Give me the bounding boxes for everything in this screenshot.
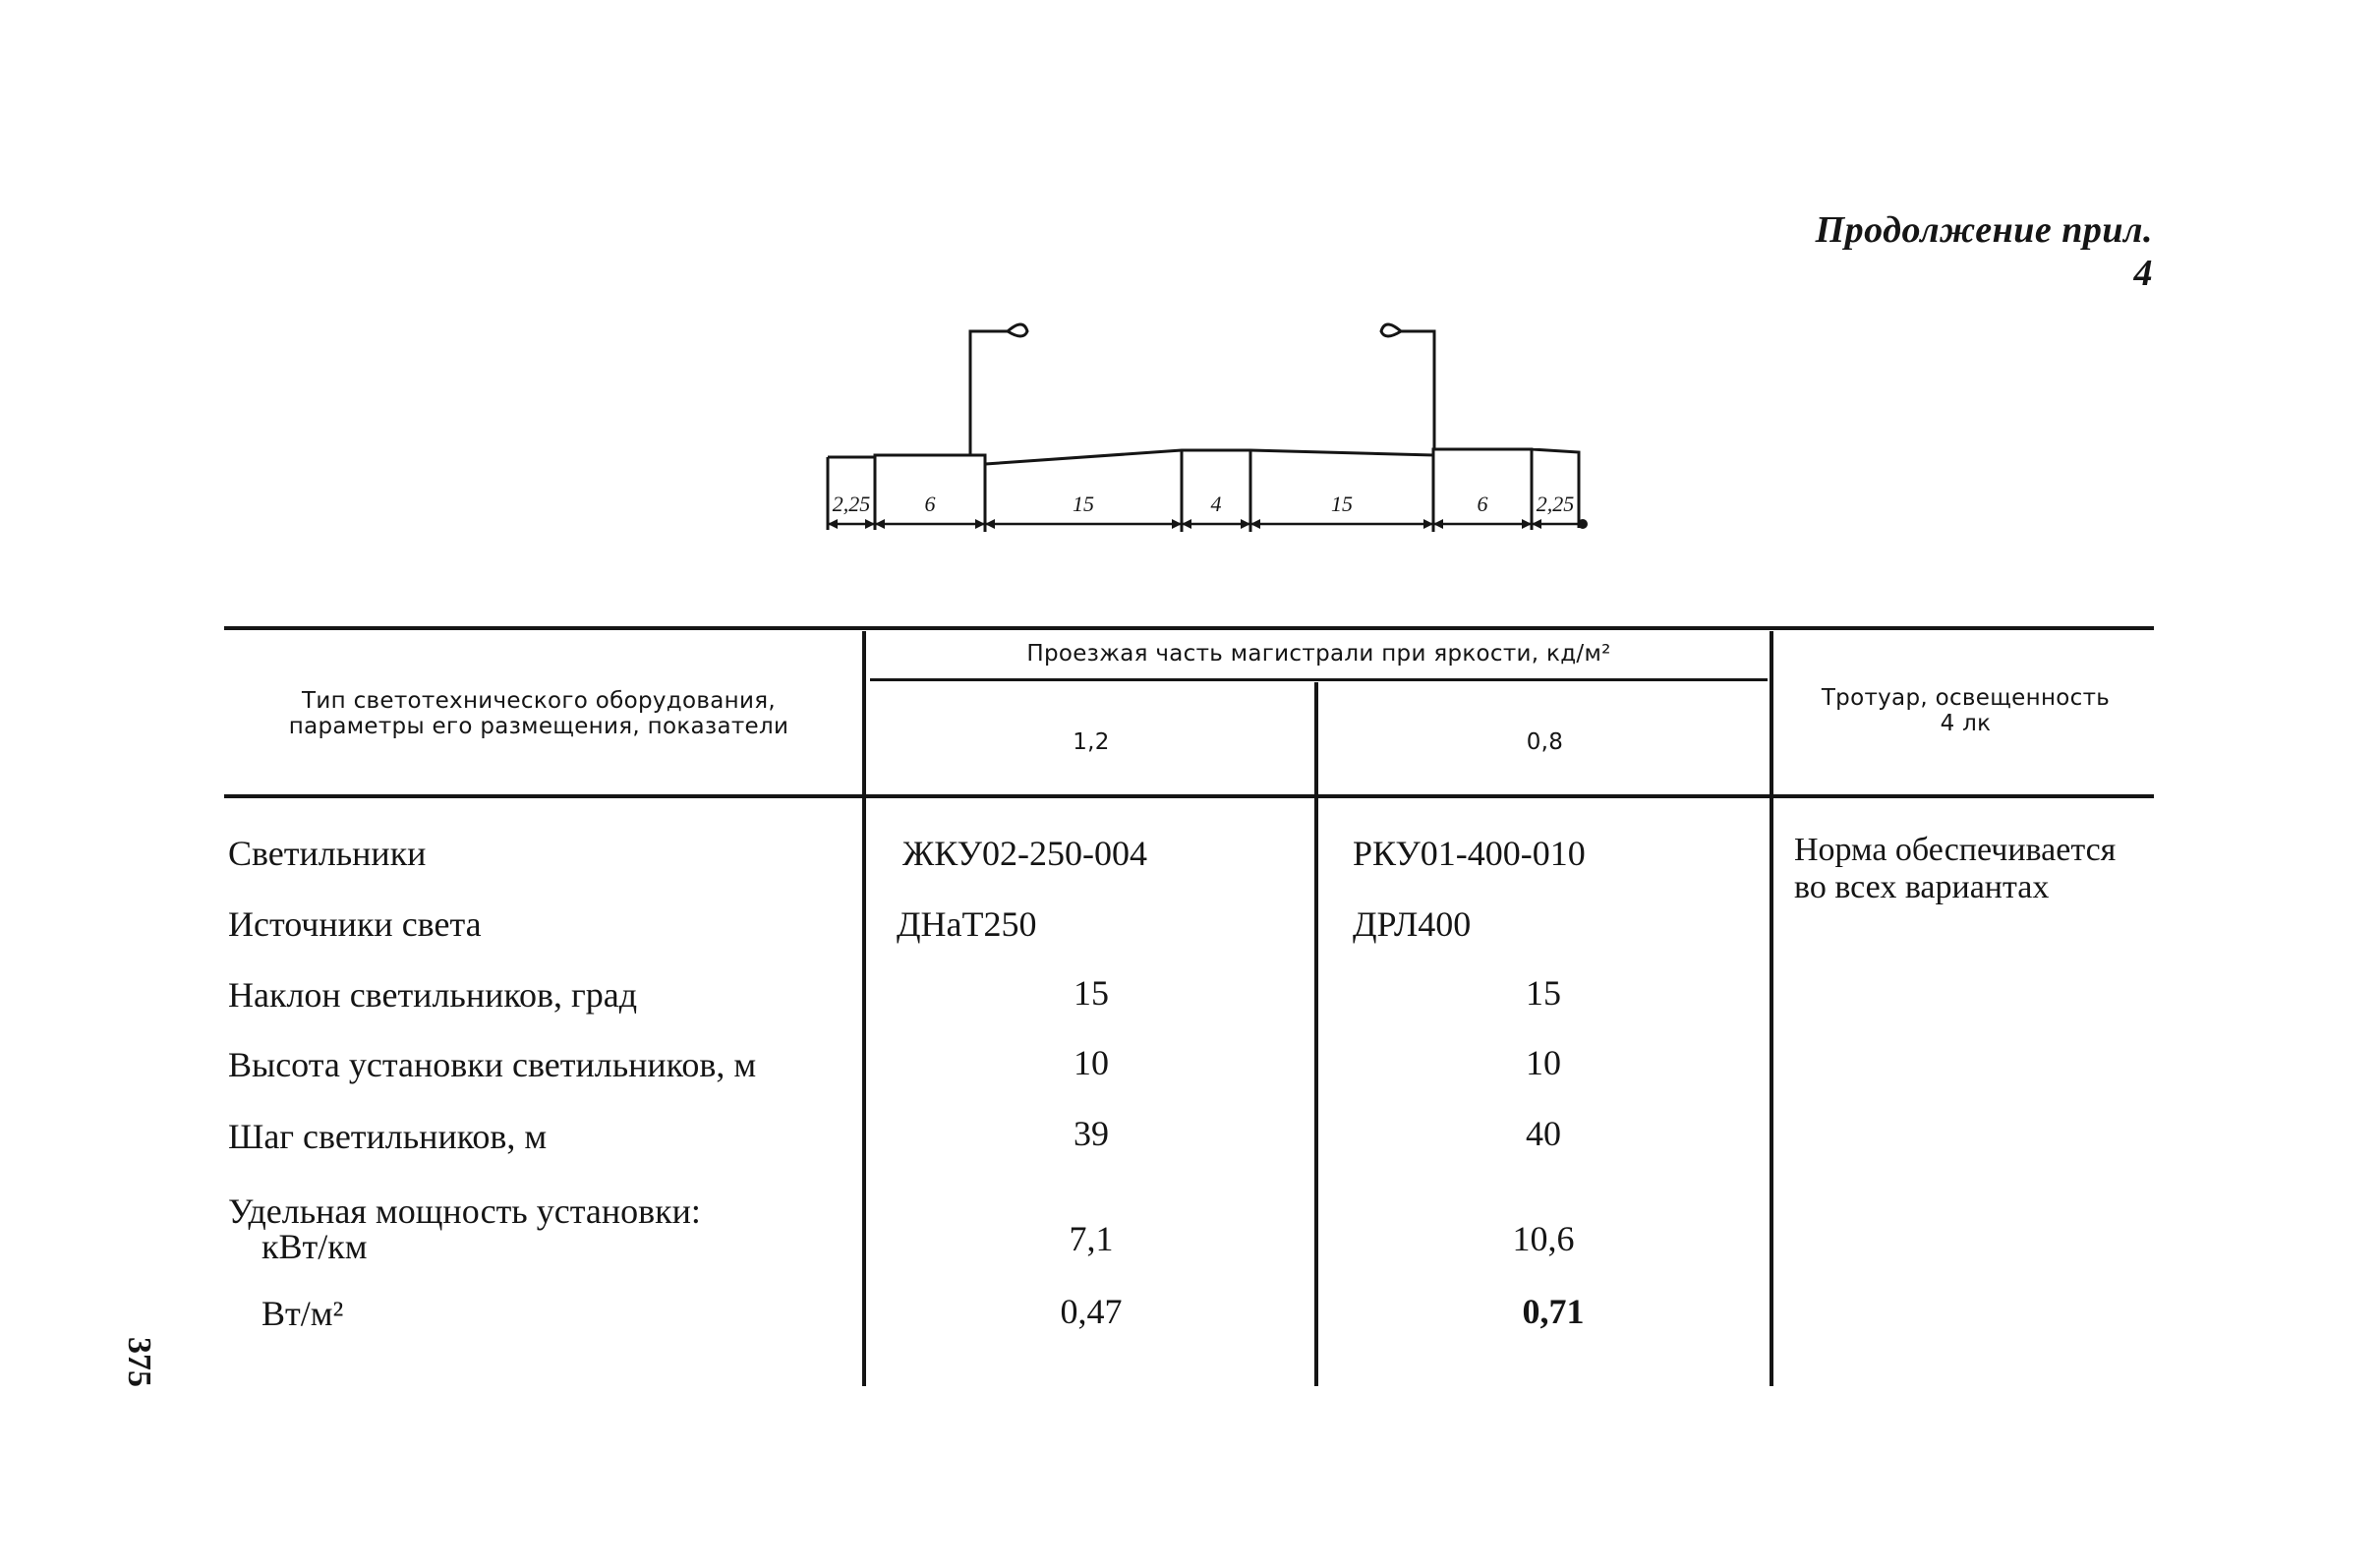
row-label: Источники света <box>228 904 482 944</box>
sidewalk-note <box>1794 832 2116 906</box>
row-value-1: 15 <box>1074 973 1109 1013</box>
luminance-1-2: 1,2 <box>1073 729 1110 755</box>
table-top-rule <box>224 626 2154 630</box>
dim-label: 6 <box>1477 492 1488 516</box>
table-header-rule <box>224 794 2154 798</box>
row-value-1: 7,1 <box>1069 1219 1114 1258</box>
col1-header-line1: Тип светотехнического оборудования, <box>302 688 776 714</box>
row-value-2: 40 <box>1526 1114 1561 1153</box>
col-divider-3 <box>1770 631 1773 1386</box>
roadway-header: Проезжая часть магистрали при яркости, кд/м² <box>1026 641 1611 667</box>
row-value-2: 10 <box>1526 1043 1561 1082</box>
dim-label: 15 <box>1073 492 1094 516</box>
row-label: Светильники <box>228 834 427 873</box>
sidewalk-note-line2: во всех вариантах <box>1794 869 2050 905</box>
dim-label: 6 <box>924 492 936 516</box>
col-divider-2 <box>1314 682 1318 1386</box>
dim-label: 2,25 <box>832 492 871 516</box>
row-value-1: ДНаТ250 <box>897 904 1037 944</box>
luminance-0-8: 0,8 <box>1526 729 1564 755</box>
row-label: Вт/м² <box>261 1294 344 1333</box>
right-lamp-pole <box>1401 331 1434 449</box>
sidewalk-note-line1: Норма обеспечивается <box>1794 832 2117 868</box>
continuation-heading: Продолжение прил. 4 <box>1815 209 2153 294</box>
row-value-2: 0,71 <box>1522 1292 1585 1331</box>
dimension-end-dot <box>1578 519 1588 529</box>
row-value-2: 10,6 <box>1512 1219 1575 1258</box>
dim-label: 2,25 <box>1536 492 1575 516</box>
col-divider-1 <box>862 631 866 1386</box>
row-label: кВт/км <box>261 1227 368 1266</box>
row-label-group: Удельная мощность установки: <box>228 1191 701 1231</box>
row-label: Наклон светильников, град <box>228 975 638 1015</box>
left-lamp-head <box>1008 324 1027 336</box>
row-value-1: ЖКУ02-250-004 <box>902 834 1148 873</box>
left-lamp-pole <box>970 331 1008 455</box>
row-value-2: РКУ01-400-010 <box>1353 834 1586 873</box>
row-value-1: 0,47 <box>1060 1292 1123 1331</box>
road-cross-section-diagram <box>816 310 1602 546</box>
col1-header-line2: параметры его размещения, показатели <box>288 714 789 739</box>
right-lamp-head <box>1381 324 1401 336</box>
page-number: 375 <box>121 1337 157 1387</box>
cross-section-svg <box>816 310 1602 546</box>
sidewalk-header-line1: Тротуар, освещенность <box>1821 685 2111 711</box>
dimension-extension-lines <box>985 450 1433 532</box>
row-value-1: 10 <box>1074 1043 1109 1082</box>
dim-label: 4 <box>1210 492 1222 516</box>
roadway-subheader-rule <box>870 678 1768 681</box>
row-value-2: 15 <box>1526 973 1561 1013</box>
sidewalk-header <box>1777 685 2154 736</box>
row-label: Шаг светильников, м <box>228 1117 548 1156</box>
row-label: Высота установки светильников, м <box>228 1045 757 1084</box>
sidewalk-header-line2: 4 лк <box>1940 711 1992 736</box>
dim-label: 15 <box>1331 492 1353 516</box>
row-value-1: 39 <box>1074 1114 1109 1153</box>
road-profile-line <box>828 449 1579 530</box>
col1-header <box>224 688 853 739</box>
row-value-2: ДРЛ400 <box>1353 904 1472 944</box>
